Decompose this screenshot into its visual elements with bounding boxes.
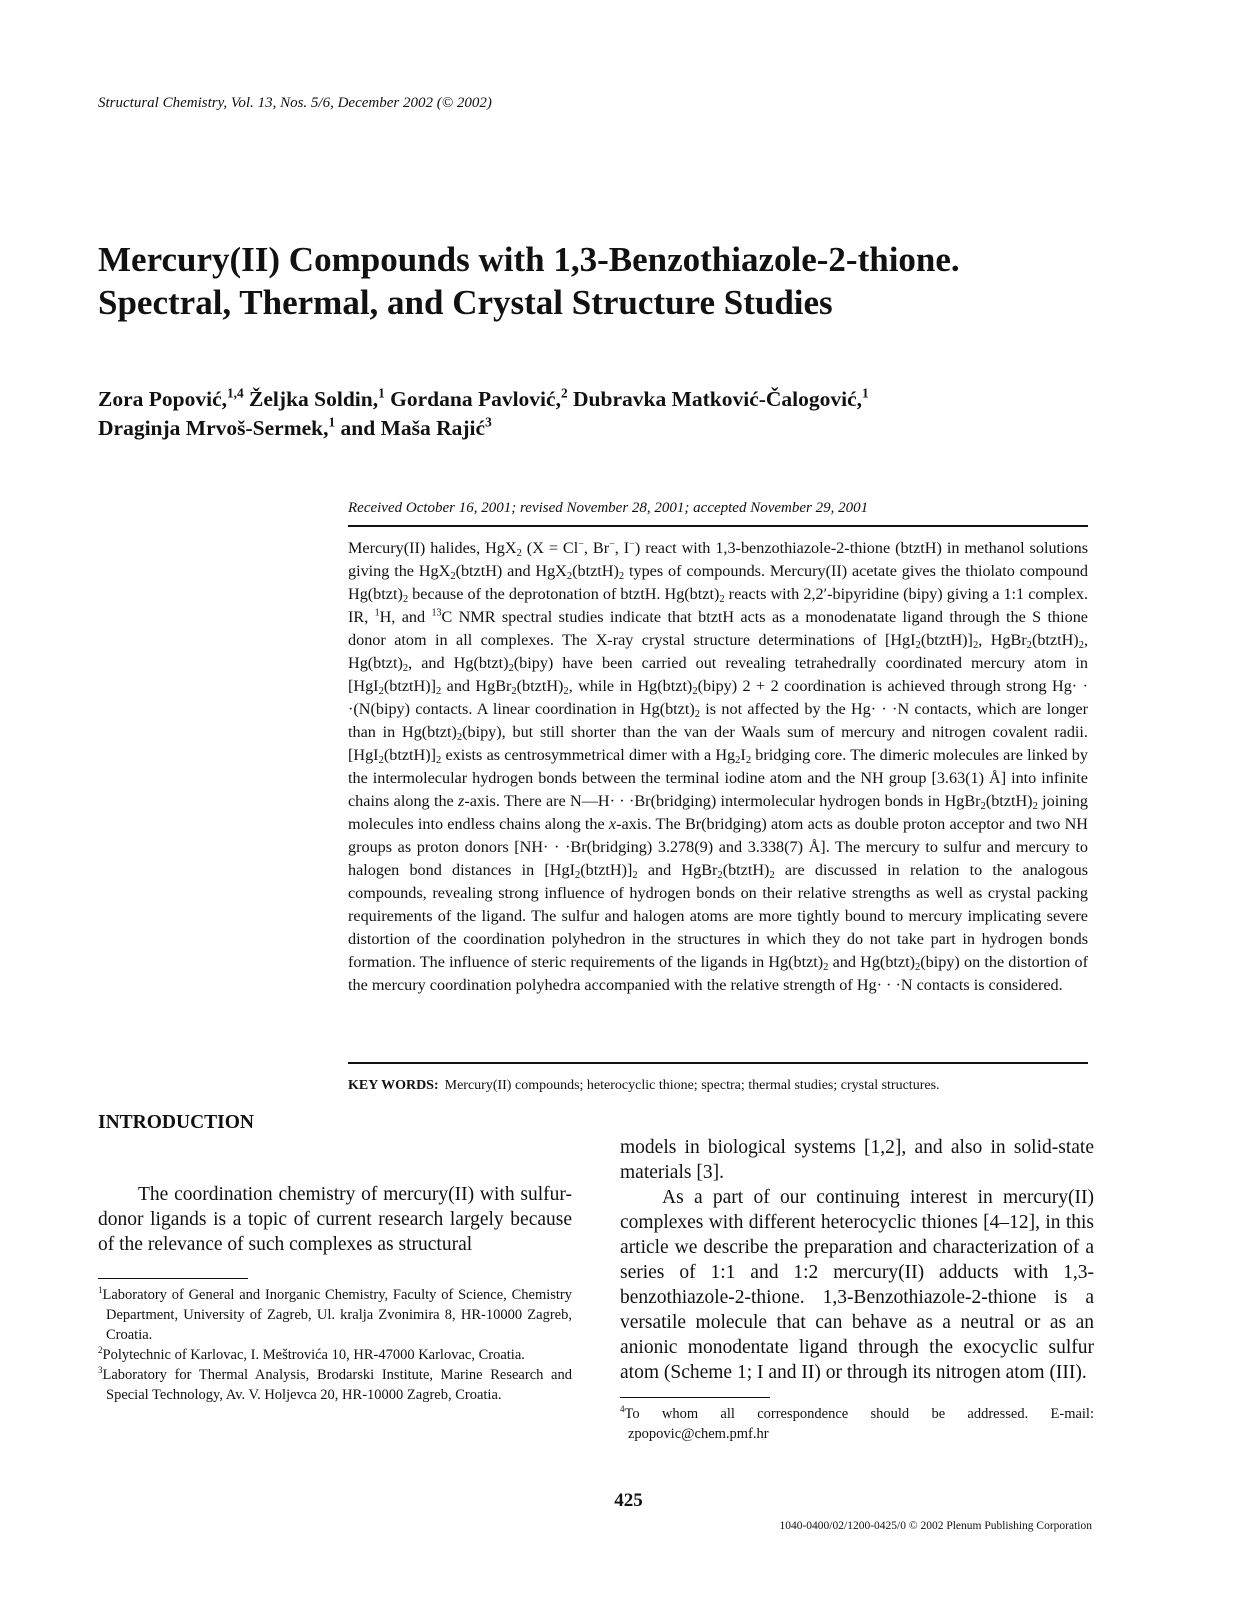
footnote-number: 2 (98, 1345, 103, 1356)
received-dates: Received October 16, 2001; revised November 28, 2001; accepted November 29, 2001 (348, 500, 869, 516)
author-list (98, 385, 1098, 443)
intro-paragraph-right-2: As a part of our continuing interest in mercury(II) complexes with different heterocyclic thiones [4–12], in this article we describe the preparation and characterization of a series of 1:1 and 1:2 mercury(II) adducts with 1,3-benzothiazole-2-thione. 1,3-Benzothiazole-2-thione is a versatile molecule that can behave as a neutral or as an anionic monodentate ligand through the exocyclic sulfur atom (Scheme 1; I and II) or through its nitrogen atom (III). (620, 1187, 1094, 1383)
keywords (348, 1078, 1088, 1094)
footnote (620, 1404, 1094, 1444)
footnotes-right (620, 1404, 1094, 1444)
footnote-text: Polytechnic of Karlovac, I. Meštrovića 10, HR-47000 Karlovac, Croatia. (102, 1347, 525, 1363)
article-title (98, 238, 1098, 324)
intro-paragraph-right-1: models in biological systems [1,2], and also in solid-state materials [3]. (620, 1137, 1094, 1183)
author-affiliation: 2 (560, 385, 568, 401)
footnote (98, 1285, 572, 1345)
footnote-text: Laboratory for Thermal Analysis, Brodarski Institute, Marine Research and Special Technology, Av. V. Holjevca 20, HR-10000 Zagreb, Croatia. (102, 1367, 572, 1403)
footnote-text: Laboratory of General and Inorganic Chemistry, Faculty of Science, Chemistry Department, University of Zagreb, Ul. kralja Zvonimira 8, HR-10000 Zagreb, Croatia. (102, 1287, 572, 1343)
author-affiliation: 1 (328, 414, 336, 430)
footnote (98, 1365, 572, 1405)
keywords-text: Mercury(II) compounds; heterocyclic thione; spectra; thermal studies; crystal structures. (444, 1078, 940, 1093)
abstract-top-rule (348, 525, 1088, 527)
journal-citation: Structural Chemistry, Vol. 13, Nos. 5/6, December 2002 (© 2002) (98, 95, 492, 111)
footnote-number: 3 (98, 1365, 103, 1376)
author-affiliation: 1 (862, 385, 869, 401)
intro-paragraph-left: The coordination chemistry of mercury(II) with sulfur-donor ligands is a topic of current research largely because of the relevance of such complexes as structural (98, 1184, 572, 1255)
title-line-1: Mercury(II) Compounds with 1,3-Benzothiazole-2-thione. (98, 240, 960, 279)
footnotes-left (98, 1285, 572, 1405)
footnote-rule-right (620, 1397, 770, 1398)
author-line-1 (98, 385, 1098, 414)
section-heading-introduction: INTRODUCTION (98, 1112, 255, 1133)
author-name: Dubravka Matković-Čalogović, (573, 387, 863, 411)
footnote-number: 4 (620, 1404, 625, 1415)
author-name: Zora Popović, (98, 387, 227, 411)
author-name: Željka Soldin, (249, 387, 379, 411)
footnote (98, 1345, 572, 1365)
copyright-line: 1040-0400/02/1200-0425/0 © 2002 Plenum Publishing Corporation (779, 1520, 1092, 1532)
keywords-label: KEY WORDS: (348, 1078, 439, 1093)
abstract (348, 537, 1088, 997)
footnote-rule-left (98, 1278, 248, 1279)
author-line-2 (98, 414, 1098, 443)
footnote-text: To whom all correspondence should be addressed. E-mail: zpopovic@chem.pmf.hr (624, 1406, 1094, 1442)
abstract-bottom-rule (348, 1062, 1088, 1064)
title-line-2: Spectral, Thermal, and Crystal Structure Studies (98, 283, 833, 322)
footnote-number: 1 (98, 1285, 103, 1296)
author-affiliation: 1,4 (227, 385, 244, 401)
abstract-text: Mercury(II) halides, HgX$_2$ (X = Cl−, Br−, I−) react with 1,3-benzothiazole-2-thione (btztH) in methanol solutions giving the HgX$_2$(btztH) and $HgX_2(btztH)_2$ types of compounds. Mercury(II) acetate gives the thiolato compound $Hg(btzt)_2$ because of the deprotonation of btztH. $Hg(btzt)_2$ reacts with 2,2′-bipyridine (bipy) giving a 1:1 complex. IR, $^1$H, and $^{13}$C NMR spectral studies indicate that btztH acts as a monodenatate ligand through the S thione donor atom in all complexes. The X-ray crystal structure determinations of $[HgI_2(btztH)]_2$, $HgBr_2(btztH)_2$, $Hg(btzt)_2$, and $Hg(btzt)_2(bipy)$ have been carried out revealing tetrahedrally coordinated mercury atom in $[HgI_2(btztH)]_2$ and $HgBr_2(btztH)_2$, while in $Hg(btzt)_2(bipy) 2 + 2$ coordination is achieved through strong Hg· · ·(N(bipy) contacts. A linear coordination in $Hg(btzt)_2$ is not affected by the Hg· · ·N contacts, which are longer than in $Hg(btzt)_2(bipy)$, but still shorter than the van der Waals sum of mercury and nitrogen covalent radii. $[HgI_2(btztH)]_2$ exists as centrosymmetrical dimer with a $Hg_2I_2$ bridging core. The dimeric molecules are linked by the intermolecular hydrogen bonds between the terminal iodine atom and the NH group [3.63(1) Å] into infinite chains along the z-axis. There are N—H· · ·Br(bridging) intermolecular hydrogen bonds in $HgBr_2(btztH)_2$ joining molecules into endless chains along the x-axis. The Br(bridging) atom acts as double proton acceptor and two NH groups as proton donors [NH· · ·Br(bridging) 3.278(9) and 3.338(7) Å]. The mercury to sulfur and mercury to halogen bond distances in $[HgI_2(btztH)]_2$ and $HgBr_2(btztH)_2$ are discussed in relation to the analogous compounds, revealing strong influence of hydrogen bonds on their relative strengths as well as crystal packing requirements of the ligand. The sulfur and halogen atoms are more tightly bound to mercury implicating severe distortion of the coordination polyhedron in the structures in which they do not take part in hydrogen bonds formation. The influence of steric requirements of the ligands in $Hg(btzt)_2$ and $Hg(btzt)_2(bipy)$ on the distortion of the mercury coordination polyhedra accompanied with the relative strength of Hg· · ·N contacts is considered. (348, 538, 1089, 994)
page-number: 425 (614, 1490, 643, 1511)
author-name: Draginja Mrvoš-Sermek, (98, 416, 329, 440)
author-name: Gordana Pavlović, (390, 387, 561, 411)
author-affiliation: 1 (378, 385, 385, 401)
author-affiliation: 3 (485, 414, 492, 430)
author-name: and Maša Rajić (340, 416, 486, 440)
